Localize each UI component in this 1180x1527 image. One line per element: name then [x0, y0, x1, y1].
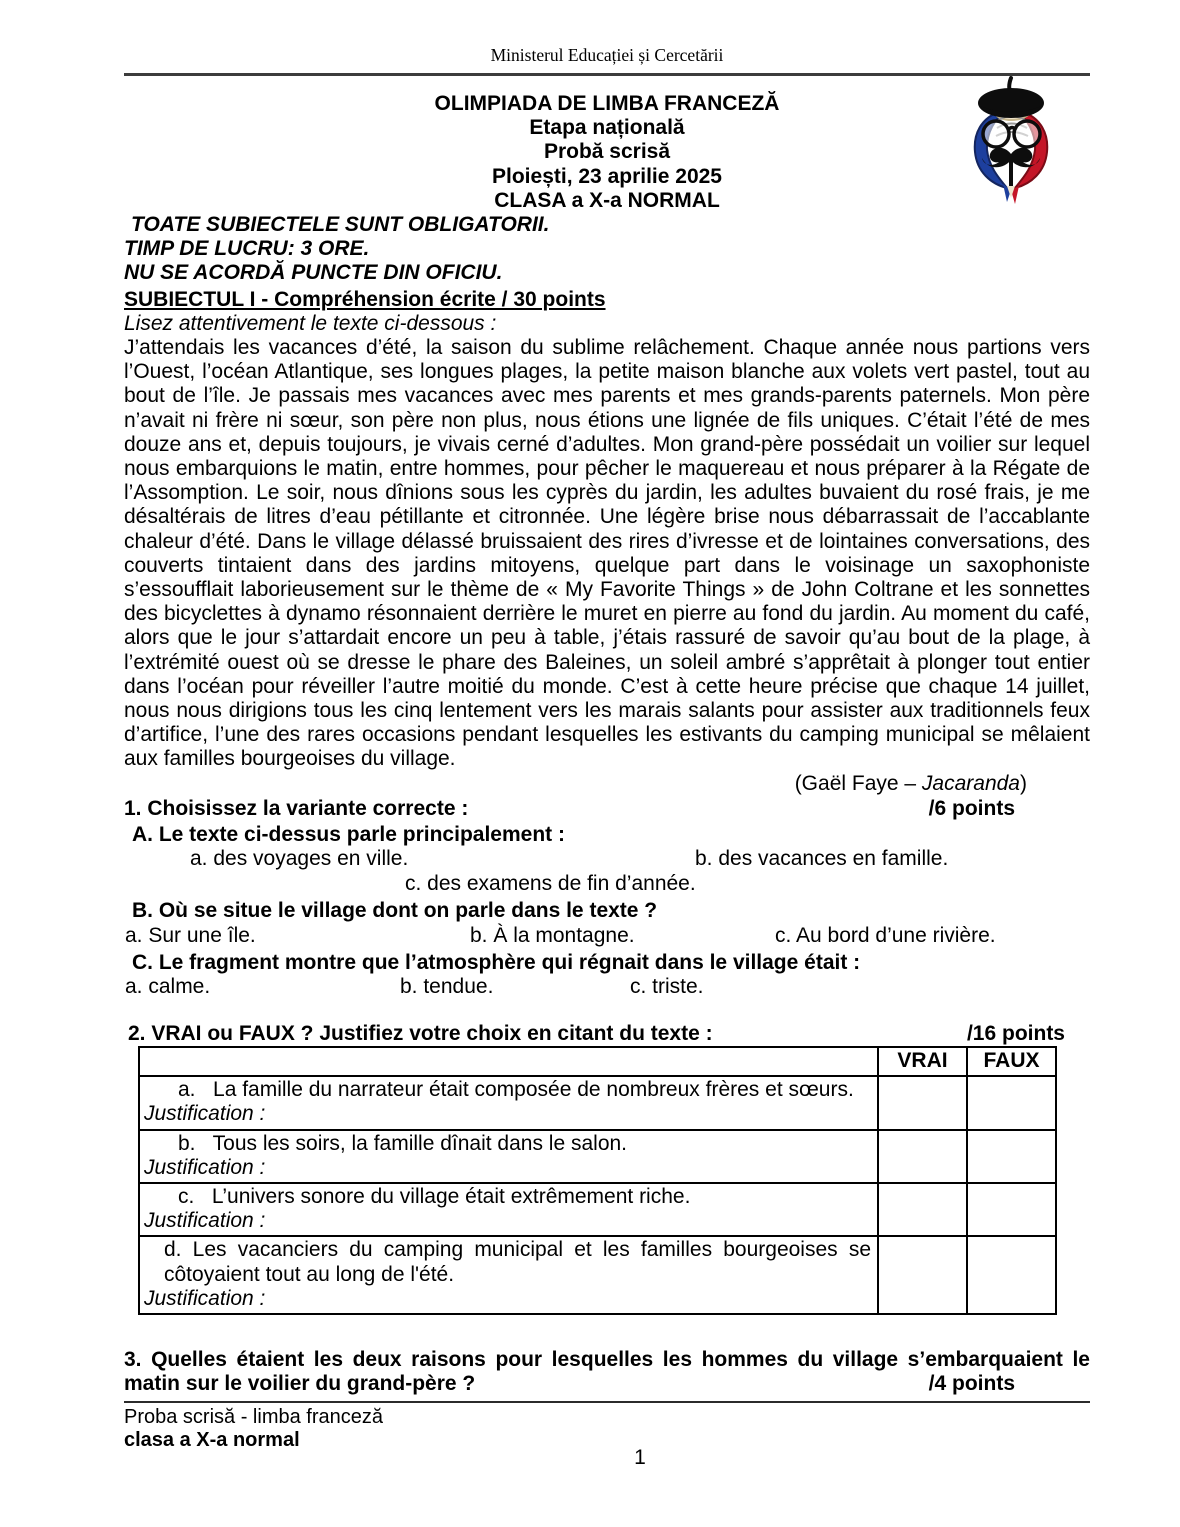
option-1b-a: a. Sur une île.	[125, 923, 256, 947]
option-1a-a: a. des voyages en ville.	[190, 847, 409, 871]
question-3	[124, 1348, 1090, 1396]
vrai-faux-table	[138, 1046, 1057, 1315]
question-2-points: /16 points	[966, 1021, 1065, 1045]
question-1a-options-2	[124, 872, 1090, 897]
question-3-line2	[124, 1372, 1090, 1396]
instruction-line-3: NU SE ACORDĂ PUNCTE DIN OFICIU.	[124, 261, 503, 285]
footer-line-1: Proba scrisă - limba franceză	[124, 1406, 383, 1428]
option-1b-c: c. Au bord d’une rivière.	[775, 923, 996, 947]
statement-a: a. La famille du narrateur était composée de nombreux frères et sœurs.	[178, 1078, 854, 1102]
justification-label: Justification :	[144, 1209, 266, 1233]
attribution: (Gaël Faye – Jacaranda)	[794, 771, 1027, 795]
title-line-1: OLIMPIADA DE LIMBA FRANCEZĂ	[434, 92, 780, 115]
question-3-line1: 3. Quelles étaient les deux raisons pour lesquelles les hommes du village s’embarquaient le	[124, 1347, 1090, 1371]
question-1b-label: B. Où se situe le village dont on parle dans le texte ?	[132, 899, 658, 923]
title-line-5: CLASA a X-a NORMAL	[494, 188, 720, 212]
book-title: Jacaranda	[921, 771, 1020, 795]
question-2-label: 2. VRAI ou FAUX ? Justifiez votre choix en citant du texte :	[128, 1021, 713, 1045]
question-1c-label: C. Le fragment montre que l’atmosphère qui régnait dans le village était :	[132, 950, 861, 974]
header-rule	[124, 73, 1090, 76]
beret-icon	[978, 78, 1044, 118]
table-header-row	[139, 1047, 1056, 1076]
option-1a-c: c. des examens de fin d’année.	[405, 872, 696, 896]
question-1-points: /6 points	[928, 796, 1015, 820]
vrai-cell-c[interactable]	[878, 1183, 967, 1236]
option-1a-b: b. des vacances en famille.	[695, 847, 949, 871]
question-1c-options	[124, 975, 1090, 1000]
statement-c: c. L’univers sonore du village était extrêmement riche.	[178, 1184, 691, 1208]
question-3-line2-text: matin sur le voilier du grand-père ?	[124, 1372, 476, 1396]
footer-line-2: clasa a X-a normal	[124, 1429, 300, 1451]
instruction-line-1: TOATE SUBIECTELE SUNT OBLIGATORII.	[131, 213, 550, 237]
reading-intro: Lisez attentivement le texte ci-dessous :	[124, 311, 497, 335]
faux-column-header: FAUX	[967, 1047, 1056, 1076]
title-line-2: Etapa națională	[529, 116, 685, 140]
justification-label: Justification :	[144, 1155, 266, 1179]
page-footer	[124, 1401, 1090, 1452]
french-olympiad-logo	[953, 76, 1069, 208]
vrai-cell-d[interactable]	[878, 1236, 967, 1314]
faux-cell-b[interactable]	[967, 1130, 1056, 1183]
question-1a-options	[124, 847, 1090, 872]
option-1c-b: b. tendue.	[400, 974, 494, 998]
table-row	[139, 1183, 1056, 1236]
question-2-header	[124, 1022, 1090, 1046]
title-block	[124, 92, 1090, 213]
table-row	[139, 1236, 1056, 1314]
vrai-cell-b[interactable]	[878, 1130, 967, 1183]
vrai-column-header: VRAI	[878, 1047, 967, 1076]
glasses-icon	[983, 121, 1040, 147]
option-1c-a: a. calme.	[125, 974, 211, 998]
instruction-line-2: TIMP DE LUCRU: 3 ORE.	[124, 237, 370, 261]
option-1c-c: c. triste.	[630, 974, 704, 998]
table-row	[139, 1130, 1056, 1183]
faux-cell-c[interactable]	[967, 1183, 1056, 1236]
justification-label: Justification :	[144, 1286, 266, 1310]
statement-d: d. Les vacanciers du camping municipal et les familles bourgeoises se côtoyaient tout au long de l'été.	[164, 1238, 871, 1286]
reading-text: J’attendais les vacances d’été, la saison du sublime relâchement. Chaque année nous partions vers l’Ouest, l’océan Atlantique, ses longues plages, la petite maison blanche aux volets vert pastel, tout au bout de l’île. Je passais mes vacances avec mes parents et mes grands-parents paternels. Mon père n’avait ni frère ni sœur, son père non plus, nous étions une lignée de fils uniques. C’était l’été de mes douze ans et, depuis toujours, je vivais cerné d’adultes. Mon grand-père possédait un voilier sur lequel nous embarquions le matin, entre hommes, pour pêcher le maquereau et nous préparer à la Régate de l’Assomption. Le soir, nous dînions sous les cyprès du jardin, les adultes buvaient du rosé frais, je me désaltérais de litres d’eau pétillante et citronnée. Une légère brise nous débarrassait de l’accablante chaleur d’été. Dans le village délassé bruissaient des rires d’ivresse et de lointaines conversations, des couverts tintaient dans des jardins mitoyens, quelque part dans le voisinage un saxophoniste s’essoufflait laborieusement sur le thème de « My Favorite Things » de John Coltrane et les sonnettes des bicyclettes à dynamo résonnaient derrière le muret en pierre au fond du jardin. Au moment du café, alors que le jour s’attardait encore un peu à table, j’étais rassuré de savoir qu’au bout de la plage, à l’extrémité ouest où se dresse le phare des Baleines, un soleil ambré s’apprêtait à plonger tout entier dans l’océan pour réveiller l’autre moitié du monde. C’est à cette heure précise que chaque 14 juillet, nous nous dirigions tous les cinq lentement vers les marais salants pour assister aux traditionnels feux d’artifice, l’une des rares occasions pendant lesquelles les estivants du camping municipal se mêlaient aux familles bourgeoises du village.	[124, 336, 1090, 771]
table-row	[139, 1076, 1056, 1129]
title-line-4: Ploiești, 23 aprilie 2025	[492, 164, 722, 188]
faux-cell-d[interactable]	[967, 1236, 1056, 1314]
title-line-3: Probă scrisă	[543, 140, 671, 164]
question-3-points: /4 points	[928, 1372, 1015, 1396]
option-1b-b: b. À la montagne.	[470, 923, 635, 947]
faux-cell-a[interactable]	[967, 1076, 1056, 1129]
vrai-cell-a[interactable]	[878, 1076, 967, 1129]
justification-label: Justification :	[144, 1102, 266, 1126]
subject-heading: SUBIECTUL I - Compréhension écrite / 30 points	[124, 287, 606, 311]
question-1-header	[124, 797, 1090, 821]
empty-header-cell	[139, 1047, 878, 1076]
question-1b-options	[124, 924, 1090, 949]
page-number: 1	[634, 1446, 646, 1469]
ministry-header: Ministerul Educației și Cercetării	[490, 45, 724, 65]
question-1-label: 1. Choisissez la variante correcte :	[124, 796, 469, 820]
question-1a-label: A. Le texte ci-dessus parle principalement :	[132, 823, 565, 847]
statement-b: b. Tous les soirs, la famille dînait dans le salon.	[178, 1131, 628, 1155]
